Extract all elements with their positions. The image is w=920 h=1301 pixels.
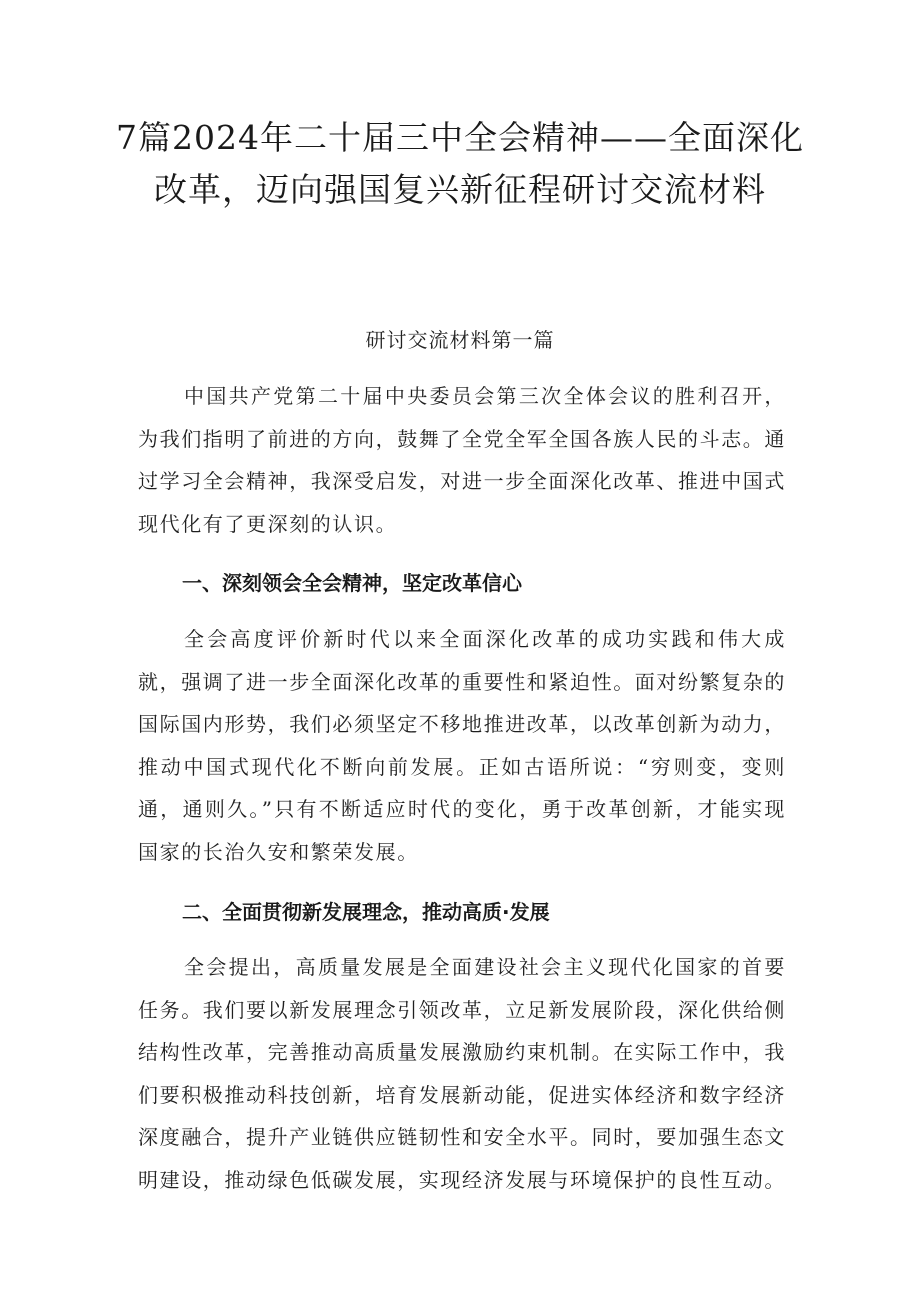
heading-two: 二、全面贯彻新发展理念，推动高质·发展: [182, 900, 550, 924]
section-title: 研讨交流材料第一篇: [365, 328, 555, 352]
body-paragraph-one: 全会高度评价新时代以来全面深化改革的成功实践和伟大成就，强调了进一步全面深化改革的重要性和紧迫性。面对纷繁复杂的国际国内形势，我们必须坚定不移地推进改革，以改革创新为动力，推动中国式现代化不断向前发展。正如古语所说：“穷则变，变则通，通则久。”只有不断适应时代的变化，勇于改革创新，才能实现国家的长治久安和繁荣发展。: [138, 627, 786, 864]
body-paragraph-two: 全会提出，高质量发展是全面建设社会主义现代化国家的首要任务。我们要以新发展理念引领改革，立足新发展阶段，深化供给侧结构性改革，完善推动高质量发展激励约束机制。在实际工作中，我们要积极推动科技创新，培育发展新动能，促进实体经济和数字经济深度融合，提升产业链供应链韧性和安全水平。同时，要加强生态文明建设，推动绿色低碳发展，实现经济发展与环境保护的良性互动。: [138, 955, 786, 1192]
intro-paragraph: 中国共产党第二十届中央委员会第三次全体会议的胜利召开，为我们指明了前进的方向，鼓舞了全党全军全国各族人民的斗志。通过学习全会精神，我深受启发，对进一步全面深化改革、推进中国式现代化有了更深刻的认识。: [138, 384, 786, 536]
document-title: 7篇2024年二十届三中全会精神——全面深化改革，迈向强国复兴新征程研讨交流材料: [116, 118, 804, 209]
heading-one: 一、深刻领会全会精神，坚定改革信心: [182, 571, 522, 595]
